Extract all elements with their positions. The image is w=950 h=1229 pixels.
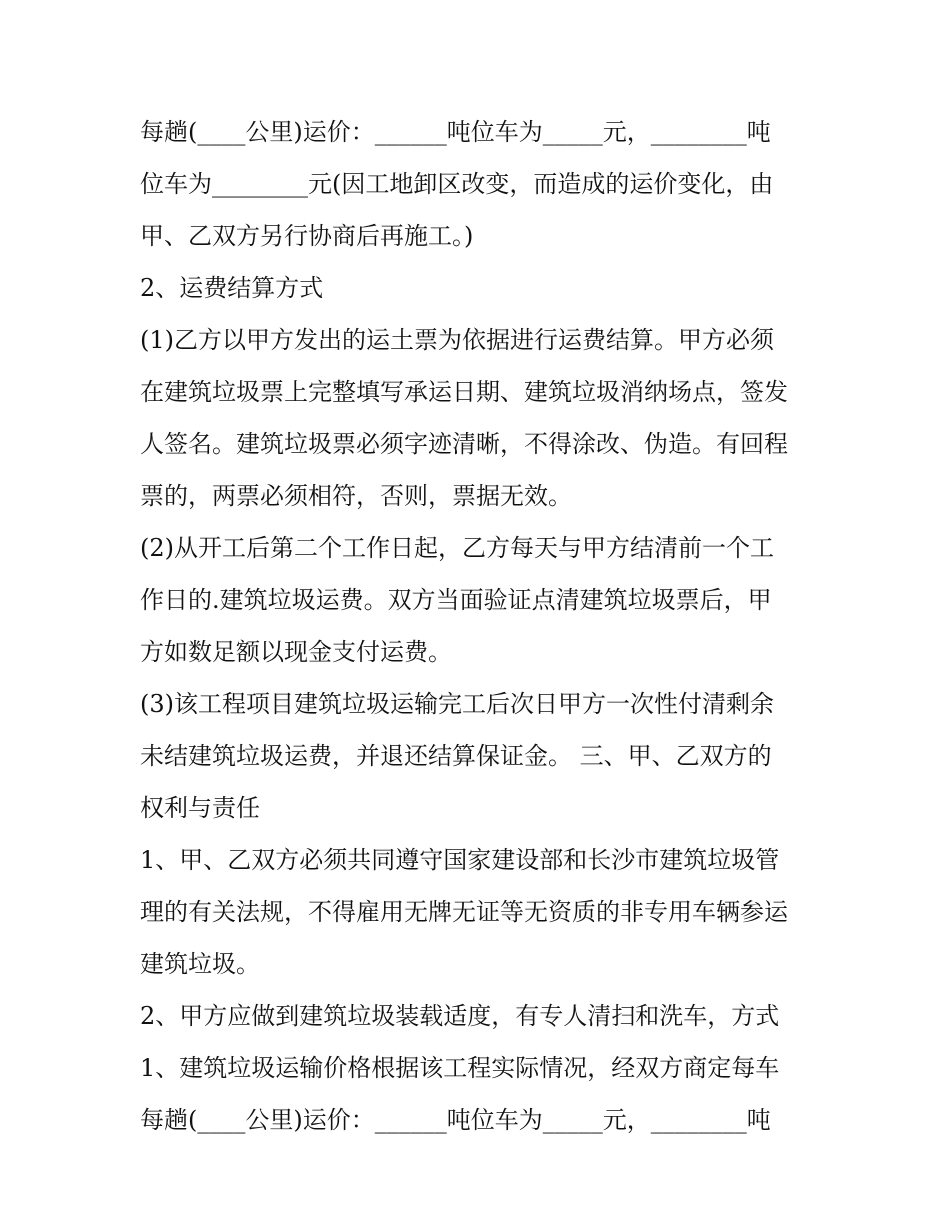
text-line: 每趟(____公里)运价：______吨位车为_____元，________吨 <box>140 1106 771 1134</box>
text-line: 2、甲方应做到建筑垃圾装载适度，有专人清扫和洗车，方式 <box>140 1002 780 1030</box>
text-line: 人签名。建筑垃圾票必须字迹清晰，不得涂改、伪造。有回程 <box>140 430 788 458</box>
text-line: (2)从开工后第二个工作日起，乙方每天与甲方结清前一个工 <box>140 534 774 562</box>
section-heading: 2、运费结算方式 <box>140 274 324 302</box>
text-line: (3)该工程项目建筑垃圾运输完工后次日甲方一次性付清剩余 <box>140 690 774 718</box>
document-body <box>140 106 820 1146</box>
text-line: 未结建筑垃圾运费，并退还结算保证金。 三、甲、乙双方的 <box>140 742 772 770</box>
text-line: 甲、乙双方另行协商后再施工。) <box>140 222 474 250</box>
section-heading: 权利与责任 <box>140 794 260 822</box>
text-line: 建筑垃圾。 <box>140 950 260 978</box>
text-line: 理的有关法规，不得雇用无牌无证等无资质的非专用车辆参运 <box>140 898 788 926</box>
text-line: (1)乙方以甲方发出的运土票为依据进行运费结算。甲方必须 <box>140 326 774 354</box>
text-line: 票的，两票必须相符，否则，票据无效。 <box>140 482 572 510</box>
text-line: 作日的.建筑垃圾运费。双方当面验证点清建筑垃圾票后，甲 <box>140 586 772 614</box>
text-line: 位车为________元(因工地卸区改变，而造成的运价变化，由 <box>140 170 774 198</box>
text-line: 在建筑垃圾票上完整填写承运日期、建筑垃圾消纳场点，签发 <box>140 378 788 406</box>
text-line: 1、建筑垃圾运输价格根据该工程实际情况，经双方商定每车 <box>140 1054 780 1082</box>
text-line: 1、甲、乙双方必须共同遵守国家建设部和长沙市建筑垃圾管 <box>140 846 780 874</box>
text-line: 每趟(____公里)运价：______吨位车为_____元，________吨 <box>140 118 771 146</box>
text-line: 方如数足额以现金支付运费。 <box>140 638 452 666</box>
